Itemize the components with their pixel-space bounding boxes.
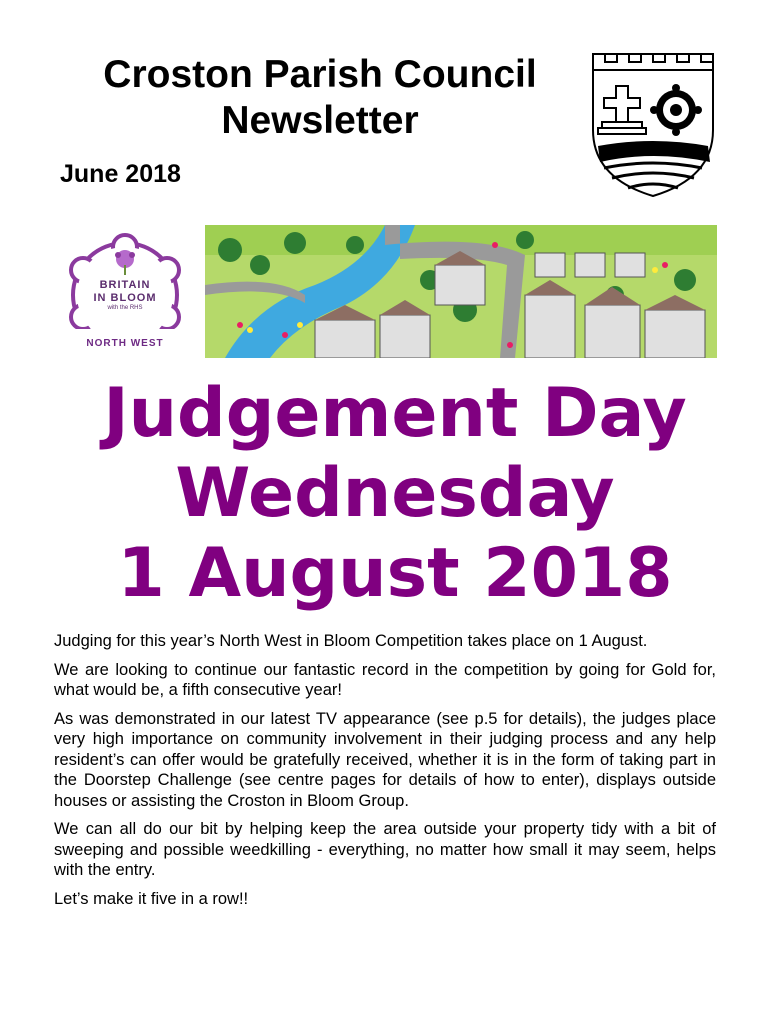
title-line-1: Croston Parish Council xyxy=(103,53,537,96)
britain-in-bloom-logo xyxy=(55,225,195,358)
headline-line-2: Wednesday xyxy=(175,454,615,533)
headline-line-3: 1 August 2018 xyxy=(117,534,673,613)
headline-line-1: Judgement Day xyxy=(103,374,687,453)
judgement-day-headline xyxy=(40,374,750,614)
paragraph-3: As was demonstrated in our latest TV appearance (see p.5 for details), the judges place very high importance on community involvement in their judging process and any help resident’s can offer would be gratefully received, whether it is in the form of taking part in the Doorstep Challenge (see centre pages for details of how to enter), displays outside houses or assisting the Croston in Bloom Group. xyxy=(54,709,716,810)
paragraph-1: Judging for this year’s North West in Bloom Competition takes place on 1 August. xyxy=(54,632,648,650)
logo-line-2: IN BLOOM xyxy=(93,292,157,304)
paragraph-4: We can all do our bit by helping keep the area outside your property tidy with a bit of sweeping and possible weedkilling - everything, no matter how small it may seem, helps with the entry. xyxy=(54,820,716,879)
logo-line-3: with the RHS xyxy=(107,305,143,311)
issue-date: June 2018 xyxy=(60,160,181,188)
article-body xyxy=(54,631,716,917)
paragraph-5: Let’s make it five in a row!! xyxy=(54,889,249,908)
logo-region: NORTH WEST xyxy=(86,338,164,349)
title-line-2: Newsletter xyxy=(221,99,419,142)
paragraph-2: We are looking to continue our fantastic record in the competition by going for Gold for, what would be, a fifth consecutive year! xyxy=(54,660,716,699)
logo-line-1: BRITAIN xyxy=(99,279,151,291)
parish-crest-icon xyxy=(590,50,716,198)
newsletter-title xyxy=(40,52,600,144)
